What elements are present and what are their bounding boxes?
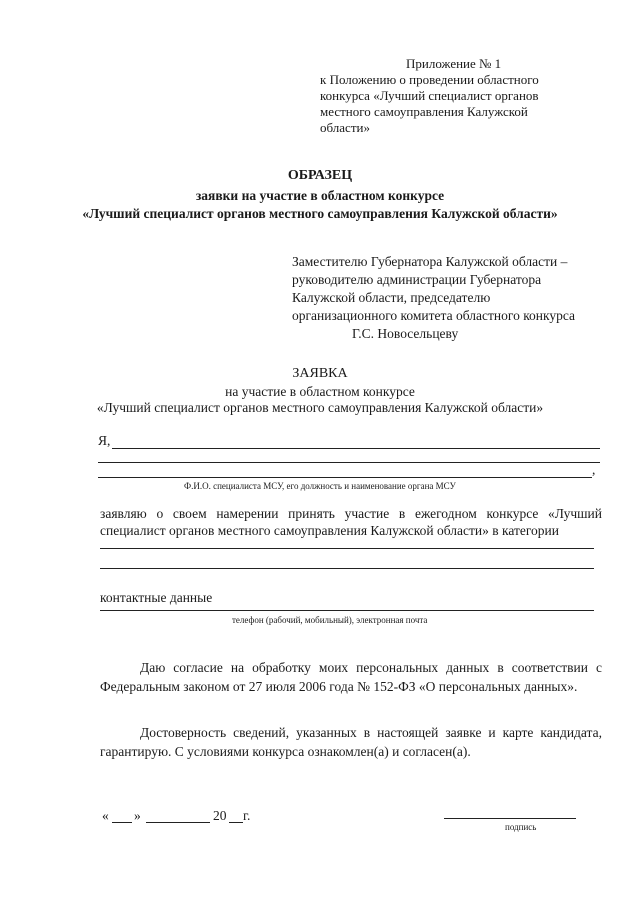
sample-subtitle: «Лучший специалист органов местного самоуправления Калужской области» [82, 206, 558, 221]
year-prefix: 20 [213, 808, 227, 823]
month-line[interactable] [146, 822, 210, 823]
addressee-line: руководителю администрации Губернатора [292, 272, 542, 287]
addressee-line: организационного комитета областного конкурса [292, 308, 576, 323]
application-title: ЗАЯВКА [292, 366, 348, 381]
annex-line: местного самоуправления Калужской [320, 104, 528, 119]
signature-caption: подпись [505, 822, 537, 832]
addressee-line: Калужской области, председателю [292, 290, 491, 305]
contacts-line[interactable] [100, 610, 594, 611]
year-suffix: г. [243, 808, 251, 823]
date-close-quote: » [134, 808, 141, 823]
sample-title: ОБРАЗЕЦ [287, 168, 353, 183]
consent-text: Даю согласие на обработку моих персональных данных в соответствии с Федеральным законом от 27 июля 2006 года № 152-ФЗ «О персональных данных». [100, 660, 602, 694]
addressee-name: Г.С. Новосельцеву [352, 326, 459, 341]
reliability-paragraph [100, 723, 602, 761]
day-line[interactable] [112, 822, 132, 823]
annex-number: Приложение № 1 [406, 56, 502, 71]
consent-paragraph [100, 658, 602, 696]
addressee-block [292, 253, 612, 343]
annex-line: к Положению о проведении областного [320, 72, 539, 87]
date-open-quote: « [102, 808, 109, 823]
signature-line[interactable] [444, 818, 576, 819]
annex-line: области» [320, 120, 370, 135]
fio-line[interactable] [98, 477, 592, 478]
annex-line: конкурса «Лучший специалист органов [320, 88, 539, 103]
contacts-label: контактные данные [100, 590, 213, 605]
declaration-line: заявляю о своем намерении принять участие в ежегодном конкурсе «Лучший [100, 506, 602, 521]
contacts-caption: телефон (рабочий, мобильный), электронная почта [232, 615, 428, 625]
category-line[interactable] [100, 568, 594, 569]
annex-header [320, 56, 600, 136]
application-subtitle: на участие в областном конкурсе [225, 384, 415, 399]
category-line[interactable] [100, 548, 594, 549]
declaration-line: специалист органов местного самоуправления Калужской области» в категории [100, 523, 559, 538]
comma: , [592, 462, 596, 477]
i-label: Я, [98, 433, 111, 448]
reliability-text: Достоверность сведений, указанных в настоящей заявке и карте кандидата, гарантирую. С условиями конкурса ознакомлен(а) и согласен(а). [100, 725, 602, 759]
year-line[interactable] [229, 822, 243, 823]
fio-line[interactable] [98, 462, 600, 463]
fio-caption: Ф.И.О. специалиста МСУ, его должность и наименование органа МСУ [184, 481, 456, 491]
addressee-line: Заместителю Губернатора Калужской области – [292, 254, 568, 269]
fio-line[interactable] [112, 448, 600, 449]
application-subtitle: «Лучший специалист органов местного самоуправления Калужской области» [96, 400, 544, 415]
sample-subtitle: заявки на участие в областном конкурсе [195, 188, 445, 203]
